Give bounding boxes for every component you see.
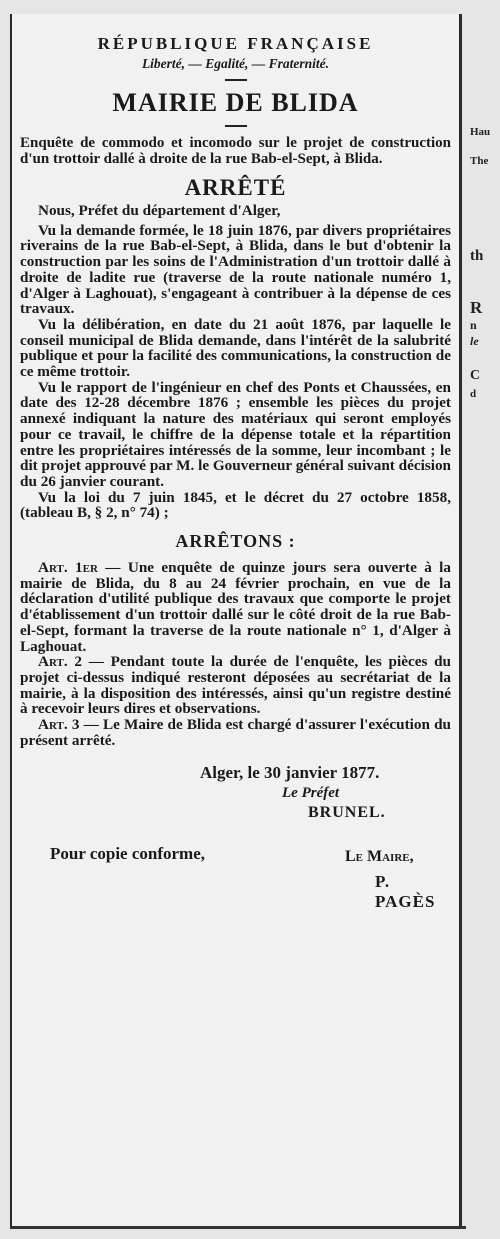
prefet-title: Le Préfet — [282, 784, 340, 801]
copie-conforme: Pour copie conforme, — [50, 843, 206, 863]
adjacent-fragment: th — [470, 248, 484, 264]
intro-text: Enquête de commodo et incomodo sur le projet de construction d'un trottoir dallé à droite de la rue Bab-el-Sept, à Blida. — [20, 135, 451, 167]
article-label: Art. 1er — — [38, 559, 121, 577]
maire-title: Le Maire, — [345, 847, 414, 865]
adjacent-fragment: d — [470, 388, 477, 400]
arretons-title: ARRÊTONS : — [175, 531, 296, 552]
signature-block — [20, 840, 451, 920]
paragraph: Vu la délibération, en date du 21 août 1876, par laquelle le conseil municipal de Blida demande, dans l'intérêt de la salubrité publique et pour la facilité des communications, la construction de ce même trottoir. — [20, 315, 451, 381]
document-page — [10, 14, 462, 1226]
paragraph: Nous, Préfet du département d'Alger, — [38, 202, 281, 219]
article-label: Art. 2 — — [38, 653, 104, 671]
maire-name: P. PAGÈS — [375, 871, 436, 911]
article-1 — [20, 560, 451, 654]
place-date: Alger, le 30 janvier 1877. — [200, 762, 380, 782]
notice-column — [20, 34, 451, 920]
adjacent-fragment: Hau — [470, 126, 491, 138]
republique-heading: RÉPUBLIQUE FRANÇAISE — [97, 34, 374, 53]
adjacent-fragment: n — [470, 318, 477, 332]
paragraph: Vu la loi du 7 juin 1845, et le décret du 27 octobre 1858, (tableau B, § 2, n° 74) ; — [20, 488, 451, 522]
article-text: Une enquête de quinze jours sera ouverte à la mairie de Blida, du 8 au 24 février prochain, en vue de la déclaration d'utilité publique des travaux que comporte le projet d'établissement d'un trottoir dallé sur le côté droit de la rue Bab-el-Sept, formant la traverse de la route nationale n° 1, d'Alger à Laghouat. — [20, 559, 451, 655]
arrete-title: ARRÊTÉ — [184, 175, 287, 200]
adjacent-fragment: R — [470, 298, 483, 317]
article-text: Le Maire de Blida est chargé d'assurer l'exécution du présent arrêté. — [20, 716, 451, 749]
article-2 — [20, 654, 451, 717]
bottom-rule — [10, 1226, 466, 1229]
adjacent-fragment: le — [470, 334, 479, 348]
article-3 — [20, 717, 451, 748]
article-text: Pendant toute la durée de l'enquête, les pièces du projet ci-dessus indiqué resteront déposées au secrétariat de la mairie, à la disposition des intéressés, ainsi qu'un registre destiné à recevoir leurs dires et observations. — [20, 653, 451, 718]
divider — [225, 125, 247, 127]
paragraph: Vu la demande formée, le 18 juin 1876, par divers propriétaires riverains de la rue Bab-el-Sept, à Blida, dans le but d'obtenir la construction par les soins de l'Administration d'un trottoir dallé à droite de ladite rue (traverse de la route nationale numéro 1, d'Alger à Laghouat), s'engageant à contribuer à la dépense de ces travaux. — [20, 221, 451, 318]
divider — [225, 79, 247, 81]
adjacent-fragment: The — [470, 155, 489, 167]
mairie-title: MAIRIE DE BLIDA — [112, 88, 359, 117]
prefet-name: BRUNEL. — [308, 803, 386, 821]
paragraph: Vu le rapport de l'ingénieur en chef des Ponts et Chaussées, en date des 12-28 décembre 1876 ; ensemble les pièces du projet annexé indiquant la nature des matériaux qui seront employés pour ce travail, le chiffre de la dépense totale et la répartition entre les propriétaires intéressés de la somme, leur incombant ; le dit projet approuvé par M. le Gouverneur général suivant décision du 26 janvier courant. — [20, 378, 451, 490]
devise: Liberté, — Egalité, — Fraternité. — [141, 56, 330, 71]
adjacent-fragment: C — [470, 368, 481, 383]
article-label: Art. 3 — — [38, 716, 99, 734]
